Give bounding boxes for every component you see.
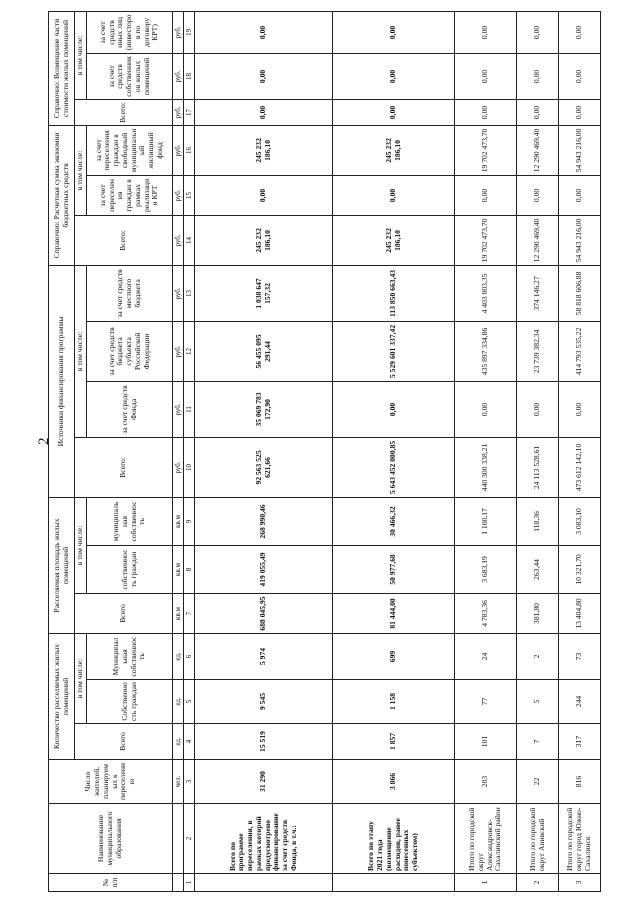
- value-cell: 0,00: [195, 99, 333, 125]
- value-cell: 245 232 186,10: [195, 215, 333, 265]
- column-index-cell: 15: [184, 175, 195, 215]
- hdr-fin-total: Всего:: [75, 437, 173, 497]
- value-cell: 0,00: [517, 99, 559, 125]
- row-num: 3: [559, 874, 601, 892]
- unit-cell: руб.: [173, 11, 184, 53]
- hdr-own-municipal: Муниципальная собственность: [87, 633, 173, 679]
- hdr-area-private: собственность граждан: [87, 545, 173, 593]
- value-cell: 24 113 528,61: [517, 437, 559, 497]
- rotated-page: [48, 12, 634, 892]
- hdr-subject: за счет средств бюджета субъекта Российской Федерации: [87, 321, 173, 381]
- column-index-cell: 16: [184, 125, 195, 175]
- column-index-cell: 17: [184, 99, 195, 125]
- value-cell: 118,36: [517, 497, 559, 545]
- row-name: Итого по городской округ Анивский: [517, 804, 559, 874]
- value-cell: 30 466,32: [333, 497, 455, 545]
- row-num: [333, 874, 455, 892]
- value-cell: 101: [455, 724, 517, 760]
- value-cell: 3 683,19: [455, 545, 517, 593]
- row-num: 1: [455, 874, 517, 892]
- value-cell: 1 100,17: [455, 497, 517, 545]
- hdr-comp-owners: за счет средств собственников жилых помещений: [87, 53, 173, 99]
- value-cell: 816: [559, 760, 601, 804]
- value-cell: 0,00: [517, 53, 559, 99]
- value-cell: 473 612 142,10: [559, 437, 601, 497]
- value-cell: 0,00: [517, 11, 559, 53]
- hdr-fund: за счет средств Фонда: [87, 381, 173, 437]
- hdr-num: № п/п: [49, 874, 173, 892]
- hdr-comp-others: за счет средств иных лиц (инвесторов по договору КРТ): [87, 11, 173, 53]
- value-cell: 22: [517, 760, 559, 804]
- value-cell: 9 545: [195, 680, 333, 724]
- column-index-cell: 5: [184, 680, 195, 724]
- value-cell: 0,00: [559, 175, 601, 215]
- table-row: [559, 11, 601, 891]
- value-cell: 0,00: [455, 381, 517, 437]
- hdr-comp-total: Всего:: [75, 99, 173, 125]
- value-cell: 54 943 216,00: [559, 125, 601, 175]
- value-cell: 4 783,36: [455, 593, 517, 633]
- value-cell: 0,00: [195, 53, 333, 99]
- hdr-econ-total: Всего:: [75, 215, 173, 265]
- value-cell: 77: [455, 680, 517, 724]
- hdr-econ-in: в том числе:: [75, 125, 87, 215]
- value-cell: 0,00: [455, 53, 517, 99]
- value-cell: 0,00: [559, 11, 601, 53]
- value-cell: 435 897 334,86: [455, 321, 517, 381]
- value-cell: 15 519: [195, 724, 333, 760]
- value-cell: 0,00: [455, 11, 517, 53]
- hdr-fin-group: Источники финансирования программы: [49, 265, 75, 497]
- column-index-cell: 10: [184, 437, 195, 497]
- value-cell: 19 702 473,70: [455, 125, 517, 175]
- value-cell: 58 818 606,88: [559, 265, 601, 321]
- value-cell: 0,00: [559, 99, 601, 125]
- value-cell: 50 977,68: [333, 545, 455, 593]
- value-cell: 414 793 535,22: [559, 321, 601, 381]
- page-number: 2: [36, 437, 52, 445]
- hdr-ref1-group: Справочно: Расчетная сумма экономии бюджетных средств: [49, 125, 75, 265]
- unit-cell: руб.: [173, 53, 184, 99]
- row-name: Всего по этапу 2021 года (возмещение расходов, ранее понесенных субъектом): [333, 804, 455, 874]
- value-cell: 73: [559, 633, 601, 679]
- value-cell: 419 055,49: [195, 545, 333, 593]
- column-index-cell: 1: [184, 874, 195, 892]
- row-name: Итого по городской округ Александровск-Сахалинский район: [455, 804, 517, 874]
- column-index-cell: 2: [184, 804, 195, 874]
- value-cell: 35 069 783 172,90: [195, 381, 333, 437]
- column-index-cell: 4: [184, 724, 195, 760]
- value-cell: 2: [517, 633, 559, 679]
- value-cell: 317: [559, 724, 601, 760]
- value-cell: 7: [517, 724, 559, 760]
- value-cell: 0,00: [517, 175, 559, 215]
- value-cell: 440 300 338,21: [455, 437, 517, 497]
- value-cell: 244: [559, 680, 601, 724]
- column-index-cell: 19: [184, 11, 195, 53]
- value-cell: 0,00: [333, 99, 455, 125]
- value-cell: 5: [517, 680, 559, 724]
- value-cell: 203: [455, 760, 517, 804]
- hdr-qty-group: Количество расселяемых жилых помещений: [49, 633, 75, 759]
- hdr-area-in: в том числе:: [75, 497, 87, 593]
- unit-cell: чел.: [173, 760, 184, 804]
- unit-cell: руб.: [173, 175, 184, 215]
- value-cell: 0,00: [195, 11, 333, 53]
- column-index-cell: 12: [184, 321, 195, 381]
- value-cell: 1 158: [333, 680, 455, 724]
- value-cell: 0,00: [333, 381, 455, 437]
- unit-cell: руб.: [173, 437, 184, 497]
- value-cell: 0,00: [559, 381, 601, 437]
- hdr-econ-resettle: за счет переселения граждан в рамках реализации КРТ: [87, 175, 173, 215]
- value-cell: 4 403 003,35: [455, 265, 517, 321]
- column-index-cell: 8: [184, 545, 195, 593]
- row-name: Итого по городской округ город Южно-Сахалинск: [559, 804, 601, 874]
- hdr-area-total: Всего: [75, 593, 173, 633]
- row-name: Всего по программе переселения, в рамках которой предусмотрено финансирование за счет средств Фонда, в т.ч.:: [195, 804, 333, 874]
- value-cell: 268 990,46: [195, 497, 333, 545]
- value-cell: 0,00: [333, 175, 455, 215]
- hdr-econ-free: за счет переселения граждан в свободный муниципальный жилищный фонд: [87, 125, 173, 175]
- value-cell: 374 146,27: [517, 265, 559, 321]
- column-index-cell: 3: [184, 760, 195, 804]
- row-num: [195, 874, 333, 892]
- value-cell: 0,00: [455, 99, 517, 125]
- resettlement-table: [48, 11, 601, 892]
- unit-cell: кв.м: [173, 497, 184, 545]
- value-cell: 0,00: [455, 175, 517, 215]
- value-cell: 19 702 473,70: [455, 215, 517, 265]
- unit-cell: руб.: [173, 125, 184, 175]
- hdr-area-group: Расселяемая площадь жилых помещений: [49, 497, 75, 633]
- hdr-own-private: Собственность граждан: [87, 680, 173, 724]
- row-num: 2: [517, 874, 559, 892]
- value-cell: 10 321,70: [559, 545, 601, 593]
- value-cell: 24: [455, 633, 517, 679]
- unit-cell: руб.: [173, 215, 184, 265]
- value-cell: 245 232 186,10: [333, 215, 455, 265]
- value-cell: 3 083,10: [559, 497, 601, 545]
- hdr-name: Наименование муниципального образования: [49, 804, 173, 874]
- hdr-ref2-group: Справочно: Возмещение части стоимости жилых помещений: [49, 11, 75, 125]
- value-cell: 12 290 469,40: [517, 125, 559, 175]
- hdr-qty-total: Всего: [75, 724, 173, 760]
- unit-cell: руб.: [173, 321, 184, 381]
- value-cell: 0,00: [195, 175, 333, 215]
- value-cell: 54 943 216,00: [559, 215, 601, 265]
- value-cell: 245 232 186,10: [333, 125, 455, 175]
- hdr-local: за счет средств местного бюджета: [87, 265, 173, 321]
- value-cell: 699: [333, 633, 455, 679]
- table-row: [455, 11, 517, 891]
- value-cell: 31 290: [195, 760, 333, 804]
- value-cell: 3 866: [333, 760, 455, 804]
- column-index-cell: 6: [184, 633, 195, 679]
- table-row: [517, 11, 559, 891]
- unit-cell: руб.: [173, 99, 184, 125]
- unit-cell: руб.: [173, 265, 184, 321]
- unit-cell: ед.: [173, 724, 184, 760]
- value-cell: 688 045,95: [195, 593, 333, 633]
- value-cell: 5 974: [195, 633, 333, 679]
- value-cell: 1 857: [333, 724, 455, 760]
- value-cell: 13 404,80: [559, 593, 601, 633]
- hdr-residents: Число жителей, планируемых к переселению: [49, 760, 173, 804]
- value-cell: 12 290 469,40: [517, 215, 559, 265]
- unit-cell: ед.: [173, 680, 184, 724]
- unit-cell: ед.: [173, 633, 184, 679]
- value-cell: 0,00: [333, 53, 455, 99]
- hdr-area-municipal: муниципальная собственность: [87, 497, 173, 545]
- column-index-cell: 7: [184, 593, 195, 633]
- value-cell: 0,00: [517, 381, 559, 437]
- unit-cell: кв.м: [173, 545, 184, 593]
- hdr-qty-in: в том числе:: [75, 633, 87, 723]
- value-cell: 81 444,00: [333, 593, 455, 633]
- value-cell: 381,80: [517, 593, 559, 633]
- column-index-cell: 9: [184, 497, 195, 545]
- value-cell: 1 038 647 157,32: [195, 265, 333, 321]
- value-cell: 0,00: [333, 11, 455, 53]
- value-cell: 56 455 095 291,44: [195, 321, 333, 381]
- hdr-fin-in: в том числе:: [75, 265, 87, 437]
- unit-cell: кв.м: [173, 593, 184, 633]
- value-cell: 23 739 382,34: [517, 321, 559, 381]
- hdr-comp-in: в том числе:: [75, 11, 87, 99]
- column-index-cell: 18: [184, 53, 195, 99]
- units-row: [173, 11, 184, 891]
- table-row: [195, 11, 333, 891]
- value-cell: 245 232 186,10: [195, 125, 333, 175]
- value-cell: 0,00: [559, 53, 601, 99]
- column-index-cell: 14: [184, 215, 195, 265]
- column-index-row: [184, 11, 195, 891]
- value-cell: 5 529 601 337,42: [333, 321, 455, 381]
- table-row: [333, 11, 455, 891]
- value-cell: 92 563 525 621,66: [195, 437, 333, 497]
- column-index-cell: 11: [184, 381, 195, 437]
- value-cell: 113 850 663,43: [333, 265, 455, 321]
- unit-cell: руб.: [173, 381, 184, 437]
- value-cell: 5 643 452 000,85: [333, 437, 455, 497]
- value-cell: 263,44: [517, 545, 559, 593]
- column-index-cell: 13: [184, 265, 195, 321]
